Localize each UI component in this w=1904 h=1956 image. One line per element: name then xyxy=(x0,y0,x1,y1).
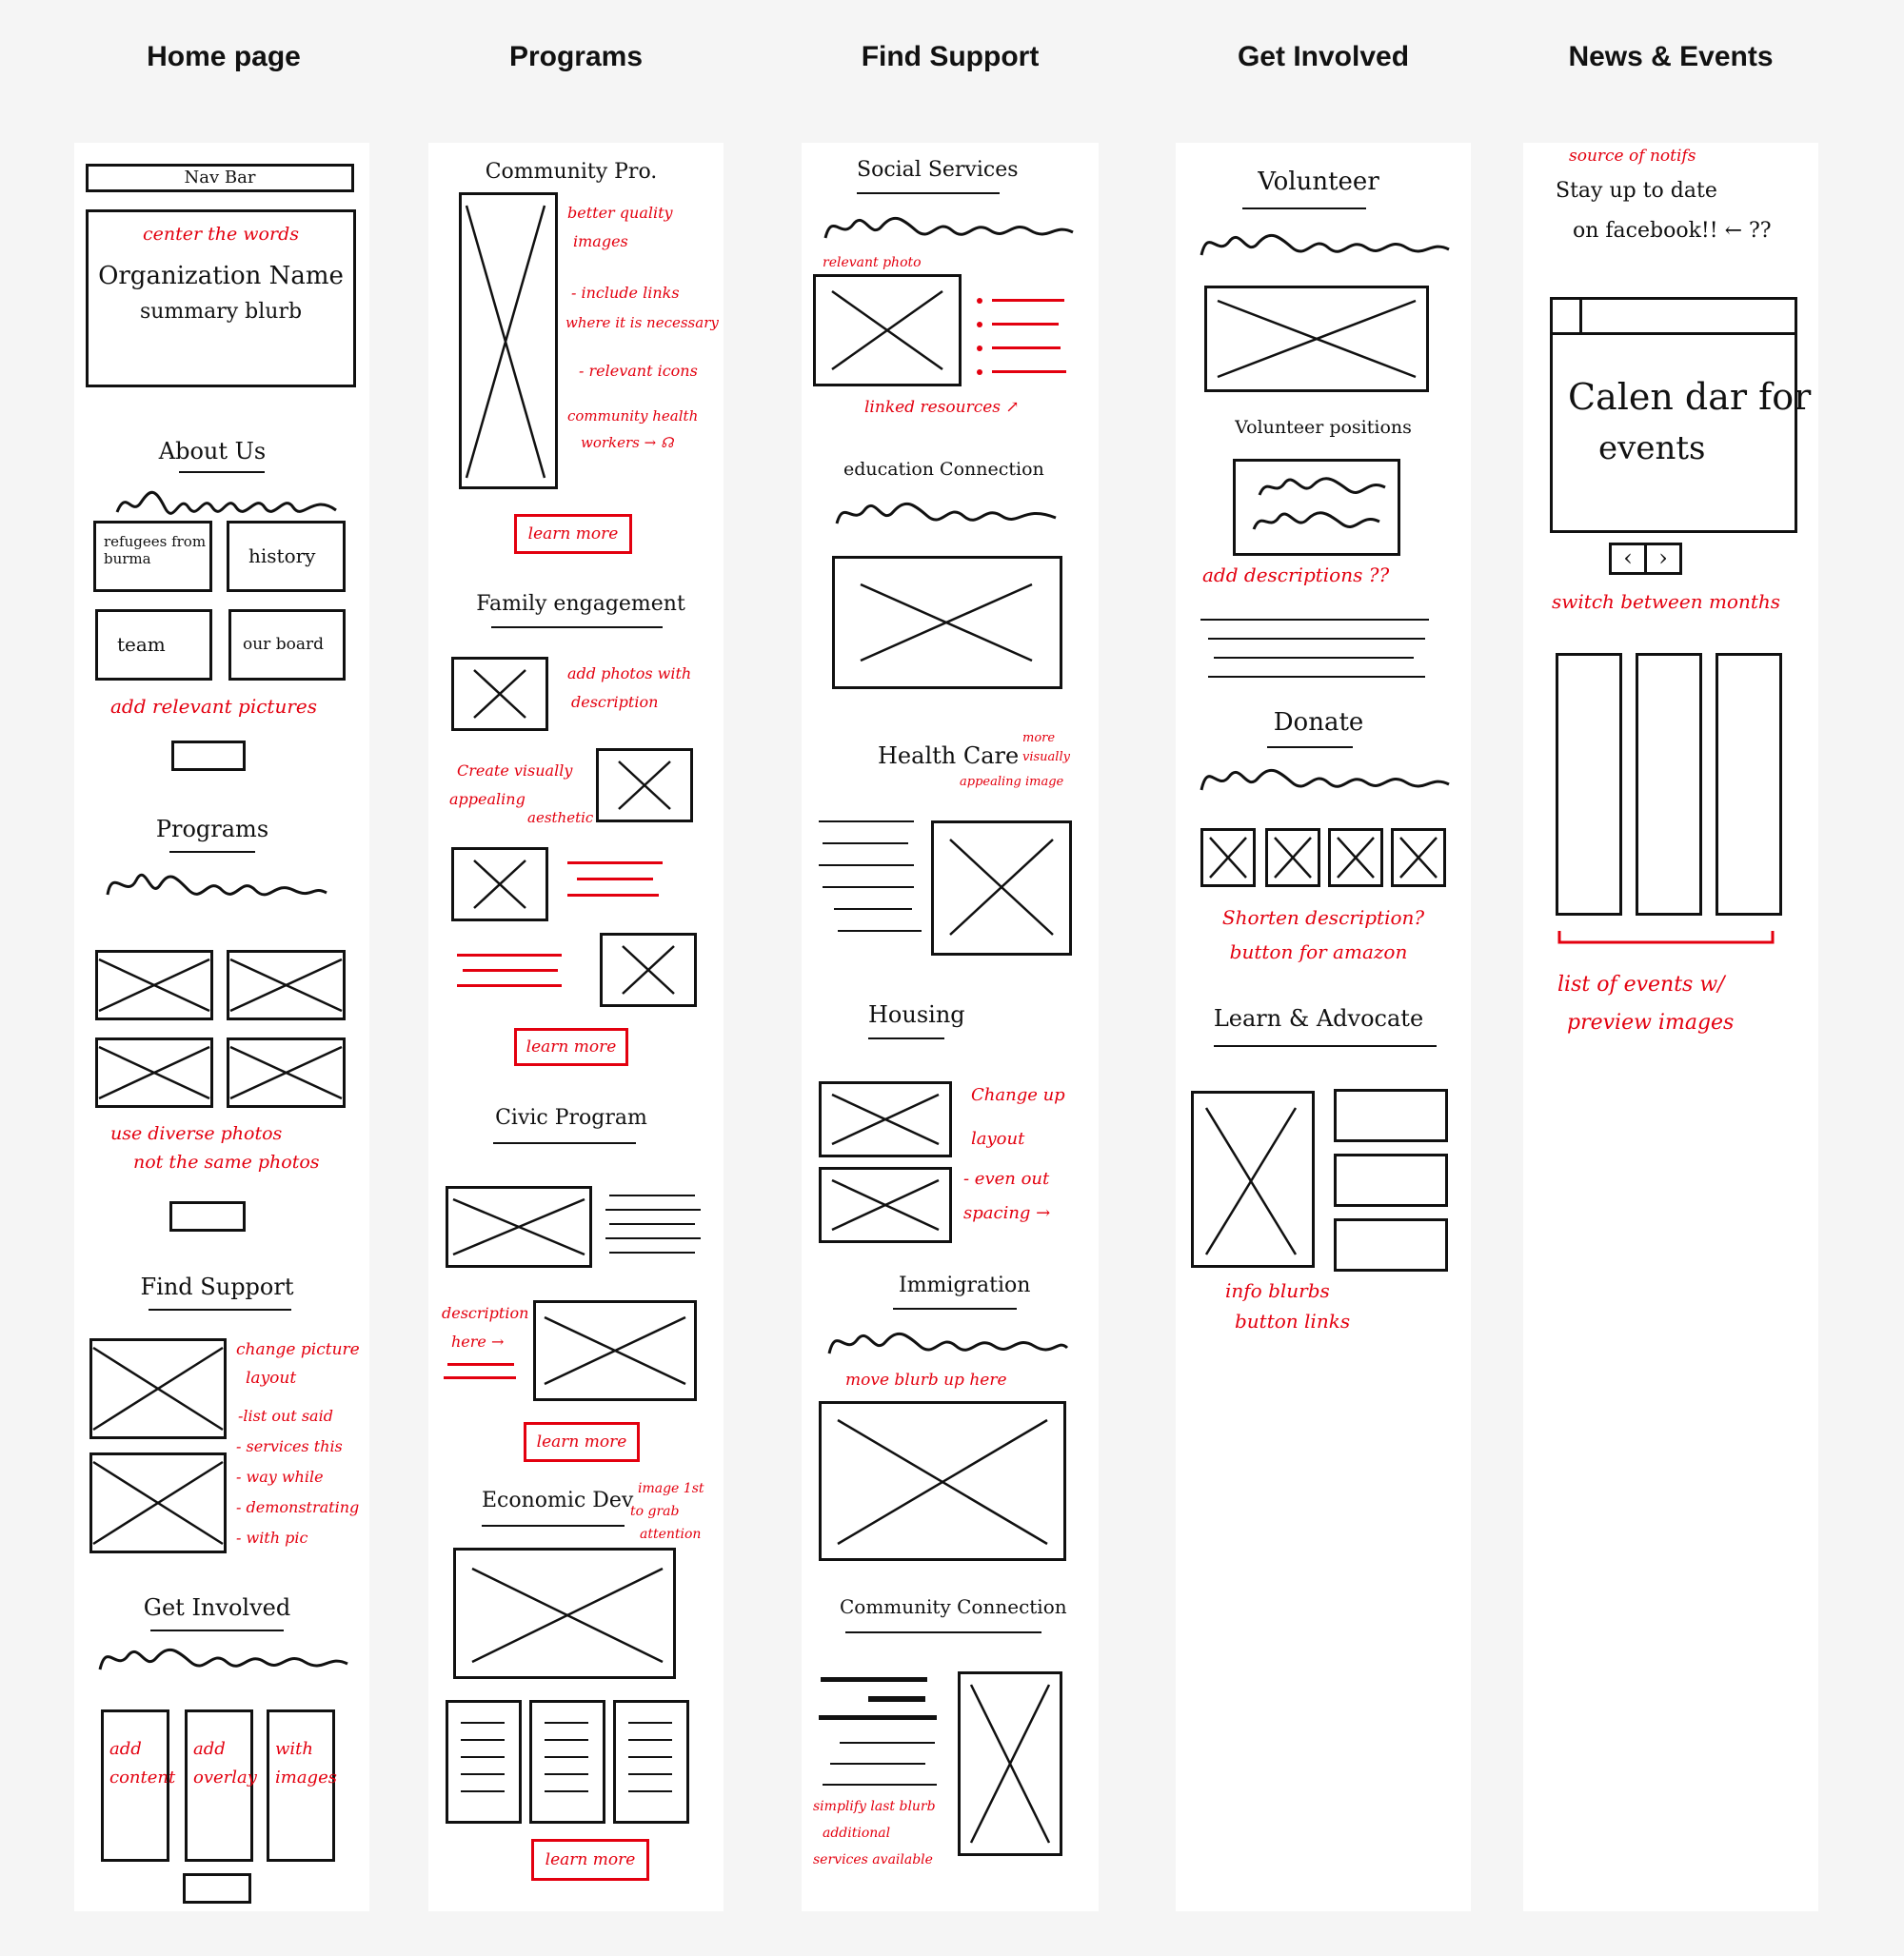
column-title-home: Home page xyxy=(147,41,301,72)
programs-note-2: not the same photos xyxy=(133,1152,320,1173)
community-note-7: workers → ☊ xyxy=(581,434,674,451)
social-link-line xyxy=(992,323,1059,326)
social-note-links: linked resources ↗ xyxy=(864,398,1020,417)
support-note-6: - demonstrating xyxy=(236,1498,360,1516)
family-heading: Family engagement xyxy=(476,592,685,616)
positions-label: Volunteer positions xyxy=(1235,417,1412,438)
cc-text-line xyxy=(821,1677,927,1682)
hero-summary: summary blurb xyxy=(139,300,303,324)
social-link-line xyxy=(992,299,1064,302)
about-heading: About Us xyxy=(158,438,267,464)
edu-scribble xyxy=(832,497,1061,531)
calendar-widget[interactable] xyxy=(1550,297,1812,533)
community-note-4: where it is necessary xyxy=(565,314,719,331)
econ-image xyxy=(453,1548,676,1679)
family-text-line xyxy=(457,954,562,957)
community-note-5: - relevant icons xyxy=(579,362,698,380)
family-underline xyxy=(491,626,663,628)
hero-org-name: Organization Name xyxy=(98,262,344,290)
about-underline xyxy=(179,471,265,473)
advocate-button-3[interactable] xyxy=(1334,1218,1448,1272)
involved-heading: Get Involved xyxy=(143,1594,291,1621)
family-text-line xyxy=(567,894,659,897)
civic-underline xyxy=(493,1142,636,1144)
civic-note-2: here → xyxy=(451,1333,505,1351)
edu-image xyxy=(832,556,1062,689)
donate-underline xyxy=(1267,746,1353,748)
positions-text-line xyxy=(1208,676,1425,678)
events-note-1: list of events w/ xyxy=(1557,973,1725,997)
involved-scribble xyxy=(95,1639,352,1677)
positions-box xyxy=(1233,459,1400,556)
calendar-header-divider xyxy=(1579,300,1582,332)
civic-text-line xyxy=(447,1363,514,1366)
econ-heading: Economic Dev xyxy=(482,1489,634,1512)
about-tile-board[interactable]: our board xyxy=(228,609,346,681)
support-note-4: - services this xyxy=(236,1437,343,1455)
health-note-3: appealing image xyxy=(960,775,1064,789)
social-heading: Social Services xyxy=(857,158,1019,182)
column-title-news-events: News & Events xyxy=(1568,41,1774,72)
econ-note-2: to grab xyxy=(630,1504,680,1519)
housing-note-4: spacing → xyxy=(963,1203,1051,1223)
immig-image xyxy=(819,1401,1066,1561)
about-button[interactable] xyxy=(171,741,246,771)
econ-underline xyxy=(482,1525,625,1527)
community-note-2: images xyxy=(573,232,628,250)
programs-note-1: use diverse photos xyxy=(110,1123,283,1144)
events-note-2: preview images xyxy=(1567,1011,1735,1035)
family-note-1: add photos with xyxy=(567,664,692,682)
donate-note-1: Shorten description? xyxy=(1221,906,1425,929)
edu-heading: education Connection xyxy=(843,459,1044,480)
cc-note-2: additional xyxy=(823,1826,891,1841)
positions-text-line xyxy=(1208,638,1425,640)
civic-image-1 xyxy=(446,1186,592,1268)
support-note-2: layout xyxy=(246,1369,297,1388)
health-text-line xyxy=(819,820,914,822)
cc-text-line xyxy=(823,1784,937,1786)
community-learn-more[interactable]: learn more xyxy=(514,514,632,554)
programs-scribble xyxy=(103,866,331,904)
donate-image-1 xyxy=(1200,828,1256,887)
social-bullet xyxy=(977,322,982,327)
health-text-line xyxy=(838,930,922,932)
support-image-1 xyxy=(89,1338,227,1439)
family-image-4 xyxy=(600,933,697,1007)
involved-underline xyxy=(150,1630,284,1631)
column-title-find-support: Find Support xyxy=(861,41,1040,72)
news-source-note: source of notifs xyxy=(1569,147,1696,166)
cc-text-line xyxy=(819,1715,937,1720)
column-title-get-involved: Get Involved xyxy=(1237,41,1410,72)
civic-learn-more[interactable]: learn more xyxy=(524,1422,640,1462)
family-note-5: aesthetic xyxy=(527,809,594,826)
cc-image xyxy=(958,1671,1062,1856)
advocate-note-2: button links xyxy=(1235,1310,1351,1333)
about-scribble xyxy=(112,484,341,522)
housing-image-2 xyxy=(819,1167,952,1243)
support-note-3: -list out said xyxy=(238,1407,333,1425)
support-note-5: - way while xyxy=(236,1468,324,1486)
programs-wireframe xyxy=(428,143,724,1911)
involved-card-3[interactable]: with images xyxy=(267,1709,335,1862)
social-note-photo: relevant photo xyxy=(823,255,922,270)
involved-card-2[interactable]: add overlay xyxy=(185,1709,253,1862)
cc-note-1: simplify last blurb xyxy=(813,1799,936,1814)
switch-months-note: switch between months xyxy=(1552,590,1781,613)
cc-note-3: services available xyxy=(813,1852,933,1867)
advocate-button-2[interactable] xyxy=(1334,1154,1448,1207)
donate-image-3 xyxy=(1328,828,1383,887)
involved-card-1[interactable]: add content xyxy=(101,1709,169,1862)
immig-note: move blurb up here xyxy=(845,1371,1007,1390)
family-text-line xyxy=(577,878,653,880)
nav-bar[interactable]: Nav Bar xyxy=(86,164,354,192)
civic-heading: Civic Program xyxy=(495,1106,647,1130)
programs-image-4 xyxy=(227,1037,346,1108)
volunteer-heading: Volunteer xyxy=(1258,168,1379,196)
advocate-heading: Learn & Advocate xyxy=(1213,1005,1424,1032)
about-note: add relevant pictures xyxy=(110,695,317,718)
immig-underline xyxy=(893,1308,1017,1310)
cc-text-line xyxy=(840,1742,935,1744)
family-text-line xyxy=(463,969,558,972)
civic-text-line xyxy=(605,1237,701,1239)
column-title-programs: Programs xyxy=(508,41,644,72)
family-text-line xyxy=(567,861,663,864)
health-image xyxy=(931,820,1072,956)
community-note-6: community health xyxy=(567,407,699,425)
health-note-2: visually xyxy=(1022,750,1070,764)
event-card-1[interactable] xyxy=(1556,653,1622,916)
social-link-line xyxy=(992,346,1061,349)
social-image xyxy=(813,274,962,386)
civic-image-2 xyxy=(533,1300,697,1401)
donate-image-2 xyxy=(1265,828,1320,887)
econ-card-1 xyxy=(446,1700,522,1824)
programs-image-3 xyxy=(95,1037,213,1108)
family-note-3: Create visually xyxy=(457,761,573,780)
econ-card-3 xyxy=(613,1700,689,1824)
hero-note: center the words xyxy=(143,224,299,245)
hero-box xyxy=(86,209,356,387)
support-wireframe xyxy=(802,143,1099,1911)
advocate-note-1: info blurbs xyxy=(1225,1279,1330,1302)
event-card-2[interactable] xyxy=(1636,653,1702,916)
volunteer-image xyxy=(1204,286,1429,392)
health-note-1: more xyxy=(1022,731,1056,745)
donate-heading: Donate xyxy=(1273,708,1364,737)
social-bullet xyxy=(977,346,982,351)
social-scribble xyxy=(821,209,1078,246)
news-wireframe xyxy=(1523,143,1818,1911)
donate-note-2: button for amazon xyxy=(1229,940,1408,963)
calendar-header-line xyxy=(1553,332,1795,335)
cc-text-line xyxy=(868,1696,925,1702)
community-note-1: better quality xyxy=(567,204,673,222)
calendar-label-1: Calen dar for xyxy=(1568,376,1812,418)
family-learn-more[interactable]: learn more xyxy=(514,1028,628,1066)
programs-heading: Programs xyxy=(155,816,269,842)
involved-button[interactable] xyxy=(183,1873,251,1904)
support-image-2 xyxy=(89,1452,227,1553)
cc-text-line xyxy=(830,1763,925,1765)
event-card-3[interactable] xyxy=(1716,653,1782,916)
immig-heading: Immigration xyxy=(899,1274,1031,1297)
programs-underline xyxy=(169,851,255,853)
about-tile-team[interactable]: team xyxy=(95,609,212,681)
positions-text-line xyxy=(1200,619,1429,621)
civic-text-line xyxy=(605,1209,701,1211)
social-bullet xyxy=(977,369,982,375)
next-month-button[interactable]: › xyxy=(1644,543,1682,575)
programs-button[interactable] xyxy=(169,1201,246,1232)
econ-learn-more[interactable]: learn more xyxy=(531,1839,649,1881)
social-bullet xyxy=(977,298,982,304)
positions-note: add descriptions ?? xyxy=(1202,563,1390,586)
community-image xyxy=(459,192,558,489)
family-image-3 xyxy=(451,847,548,921)
about-tile-history[interactable]: history xyxy=(227,521,346,592)
news-stay-line-1: Stay up to date xyxy=(1556,179,1717,203)
family-note-4: appealing xyxy=(449,790,526,808)
community-note-3: - include links xyxy=(571,284,680,302)
community-heading: Community Pro. xyxy=(485,160,658,184)
advocate-underline xyxy=(1214,1045,1437,1047)
social-underline xyxy=(857,192,1000,194)
family-image-2 xyxy=(596,748,693,822)
involved-wireframe xyxy=(1176,143,1471,1911)
housing-underline xyxy=(868,1037,944,1039)
support-note-7: - with pic xyxy=(236,1529,308,1547)
cc-underline xyxy=(845,1631,1041,1633)
positions-text-line xyxy=(1214,657,1414,659)
health-text-line xyxy=(834,908,912,910)
health-text-line xyxy=(819,864,914,866)
housing-image-1 xyxy=(819,1081,952,1157)
civic-text-line xyxy=(609,1252,695,1254)
family-note-2: description xyxy=(571,693,659,711)
family-text-line xyxy=(457,984,562,987)
cc-heading: Community Connection xyxy=(840,1595,1067,1618)
events-bracket xyxy=(1557,929,1776,948)
programs-image-2 xyxy=(227,950,346,1020)
advocate-image xyxy=(1191,1091,1315,1268)
social-link-line xyxy=(992,370,1066,373)
donate-scribble xyxy=(1197,758,1454,798)
volunteer-underline xyxy=(1242,207,1366,209)
housing-note-1: Change up xyxy=(971,1085,1065,1105)
family-image-1 xyxy=(451,657,548,731)
calendar-label-2: events xyxy=(1598,429,1706,467)
civic-text-line xyxy=(444,1376,516,1379)
about-tile-refugees[interactable]: refugees from burma xyxy=(93,521,212,592)
econ-note-3: attention xyxy=(640,1527,702,1542)
programs-image-1 xyxy=(95,950,213,1020)
housing-heading: Housing xyxy=(868,1001,965,1028)
health-text-line xyxy=(823,842,908,844)
support-underline xyxy=(149,1309,291,1311)
advocate-button-1[interactable] xyxy=(1334,1089,1448,1142)
civic-text-line xyxy=(609,1223,695,1225)
civic-text-line xyxy=(609,1195,695,1196)
home-wireframe xyxy=(74,143,369,1911)
housing-note-2: layout xyxy=(971,1129,1025,1149)
volunteer-scribble xyxy=(1197,225,1454,263)
support-note-1: change picture xyxy=(236,1340,360,1359)
civic-note-1: description xyxy=(442,1304,529,1322)
econ-card-2 xyxy=(529,1700,605,1824)
donate-image-4 xyxy=(1391,828,1446,887)
prev-month-button[interactable]: ‹ xyxy=(1609,543,1647,575)
support-heading: Find Support xyxy=(140,1274,294,1300)
news-stay-line-2: on facebook!! ← ?? xyxy=(1573,219,1772,243)
econ-note-1: image 1st xyxy=(638,1481,704,1496)
immig-scribble xyxy=(824,1323,1072,1361)
health-text-line xyxy=(823,886,914,888)
housing-note-3: - even out xyxy=(963,1169,1050,1189)
health-heading: Health Care xyxy=(878,742,1020,769)
